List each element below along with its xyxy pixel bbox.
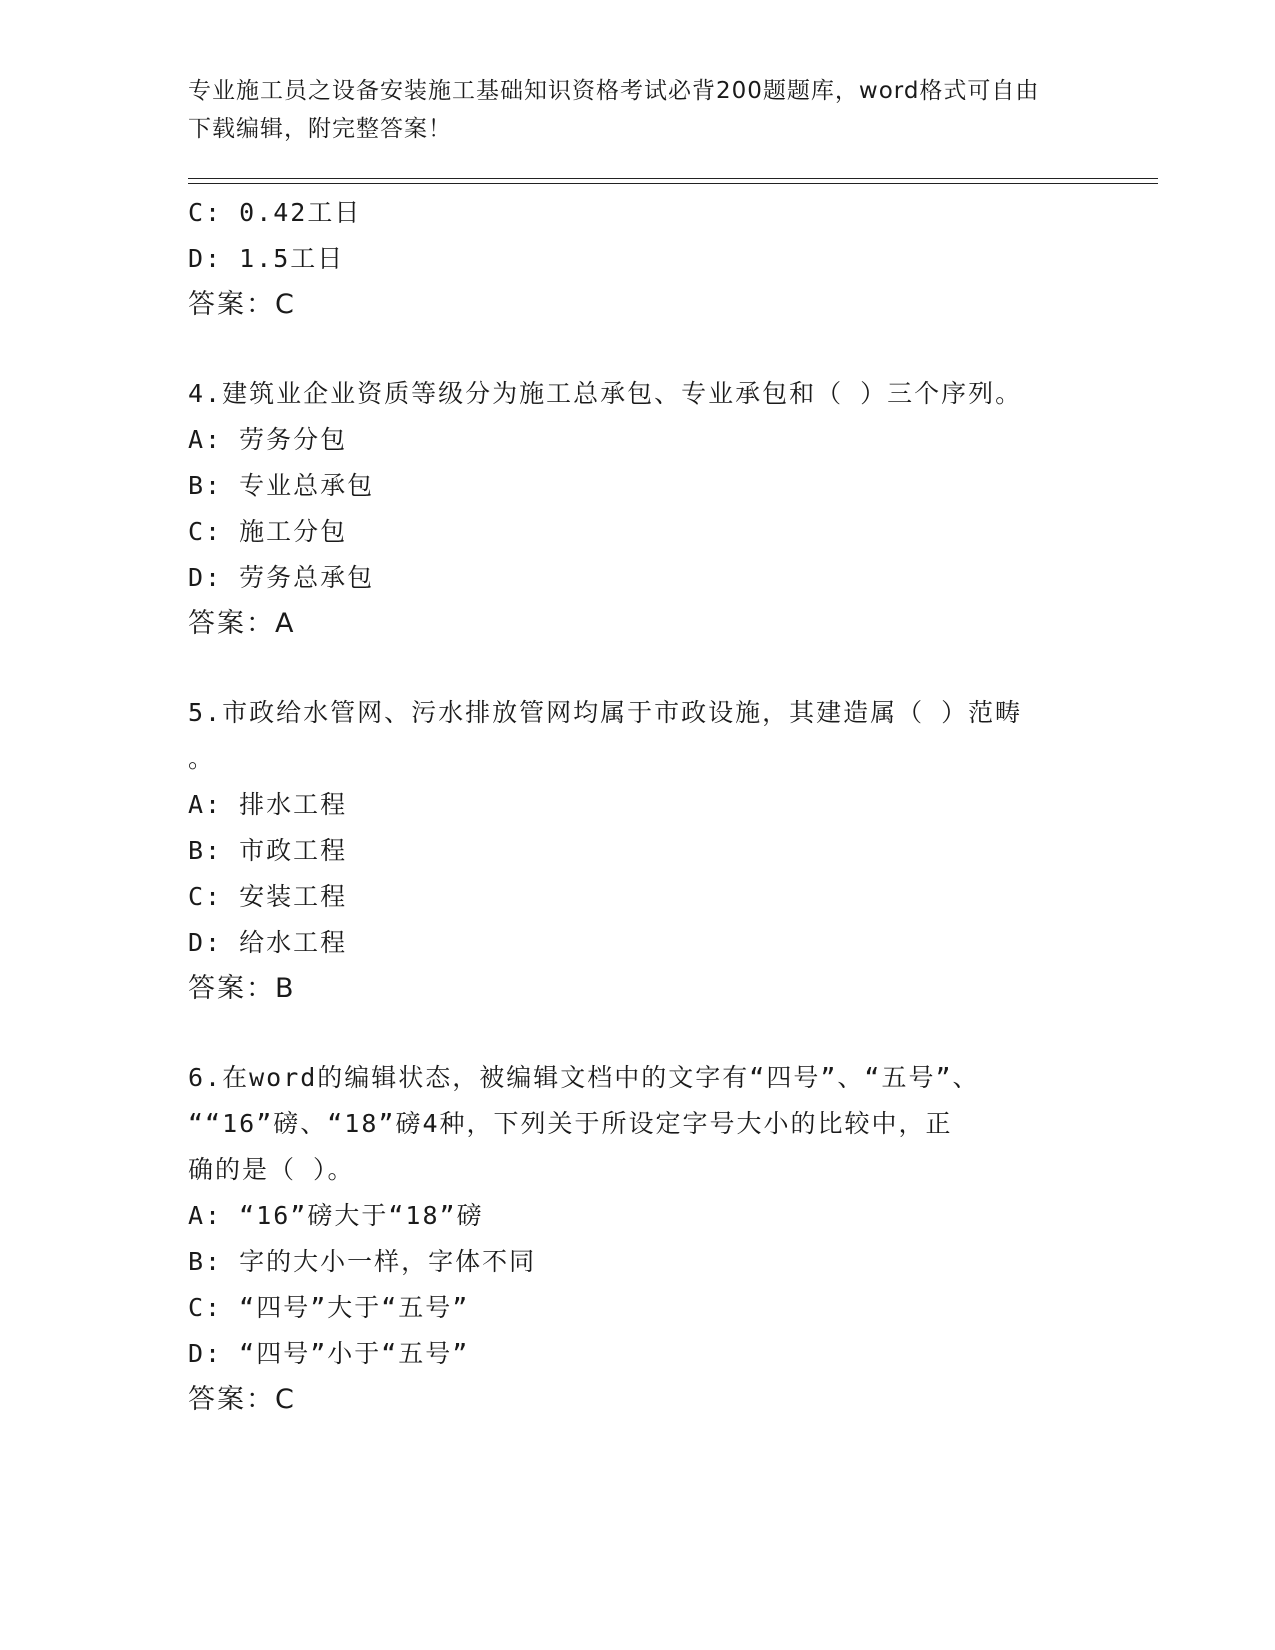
question-stem-line-2: ““16”磅、“18”磅4种，下列关于所设定字号大小的比较中，正 (188, 1109, 953, 1138)
option-b: B: 市政工程 (188, 836, 348, 865)
option-c: C: “四号”大于“五号” (188, 1293, 470, 1322)
answer-line: 答案：C (188, 289, 296, 320)
option-a: A: 排水工程 (188, 790, 348, 819)
question-stem: 4.建筑业企业资质等级分为施工总承包、专业承包和（ ）三个序列。 (188, 379, 1023, 408)
answer-line: 答案：C (188, 1384, 296, 1415)
header-divider-top (188, 178, 1158, 179)
answer-line: 答案：B (188, 973, 296, 1004)
spacer (188, 1012, 1088, 1055)
header-title-line-1: 专业施工员之设备安装施工基础知识资格考试必背200题题库，word格式可自由 (188, 78, 1040, 104)
spacer (188, 647, 1088, 690)
question-block-4 (188, 371, 1088, 647)
option-b: B: 专业总承包 (188, 471, 375, 500)
header-divider-bottom (188, 183, 1158, 184)
option-d: D: “四号”小于“五号” (188, 1339, 470, 1368)
answer-line: 答案：A (188, 608, 296, 639)
document-header (188, 72, 1088, 148)
option-d: D: 劳务总承包 (188, 563, 375, 592)
question-stem-line-1: 5.市政给水管网、污水排放管网均属于市政设施，其建造属（ ）范畴 (188, 698, 1023, 727)
header-title-line-2: 下载编辑，附完整答案！ (188, 116, 452, 142)
question-stem-line-1: 6.在word的编辑状态，被编辑文档中的文字有“四号”、“五号”、 (188, 1063, 980, 1092)
question-stem-line-2: 。 (188, 744, 216, 773)
option-a: A: 劳务分包 (188, 425, 348, 454)
question-stem-line-3: 确的是（ ）。 (188, 1155, 355, 1184)
question-block-continued (188, 190, 1088, 328)
option-a: A: “16”磅大于“18”磅 (188, 1201, 484, 1230)
question-list (188, 190, 1088, 1423)
option-c: C: 0.42工日 (188, 198, 362, 227)
option-c: C: 施工分包 (188, 517, 348, 546)
option-d: D: 1.5工日 (188, 244, 345, 273)
option-d: D: 给水工程 (188, 928, 348, 957)
option-c: C: 安装工程 (188, 882, 348, 911)
question-block-6 (188, 1055, 1088, 1423)
spacer (188, 328, 1088, 371)
option-b: B: 字的大小一样，字体不同 (188, 1247, 537, 1276)
question-block-5 (188, 690, 1088, 1012)
